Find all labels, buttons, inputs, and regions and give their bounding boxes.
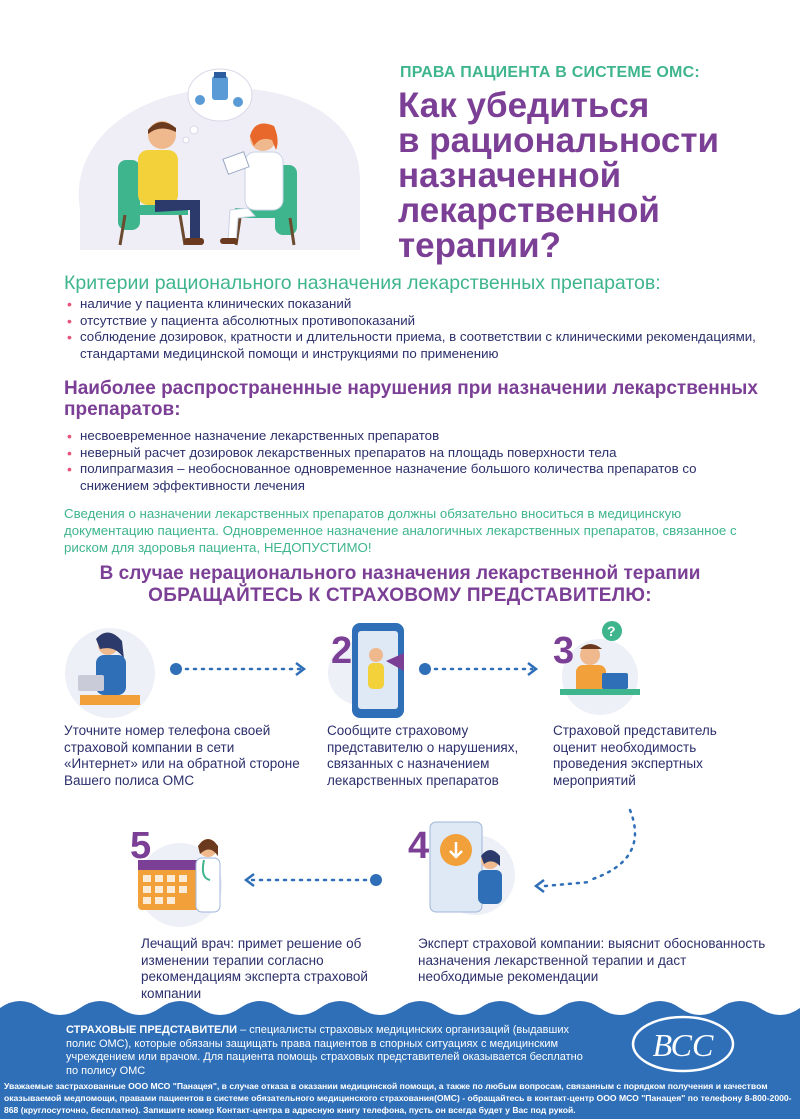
step-2-text: Сообщите страховому представителю о нарушениях, связанных с назначением лекарственных препаратов (327, 723, 519, 788)
list-item: • полипрагмазия – необоснованное одновременное назначение большого количества препаратов со снижением эффективности лечения (64, 461, 764, 494)
steps-row-2-graphics (0, 800, 800, 935)
step-number-2: 2 (331, 630, 353, 672)
logo-lettering: ВСС (652, 1027, 714, 1063)
footer-contact-notice: Уважаемые застрахованные ООО МСО "Панацея", в случае отказа в оказании медицинской помощи, а также по любым вопросам, связанным с порядком получения и качеством оказываемой медпомощи, правами пациентов в системе обязательного медицинского страхования(ОМС) - обращайтесь в контакт-центр ООО МСО "Панацея" по телефону 8-800-2000-868 (круглосуточно, бесплатно). Запишите номер Контакт-центра в адресную книгу телефона, пусть он всегда будет у Вас под рукой. (4, 1081, 792, 1115)
page-title (398, 88, 798, 263)
step-1-text: Уточните номер телефона своей страховой компании в сети «Интернет» или на обратной стороне Вашего полиса ОМС (64, 723, 300, 788)
list-item: • несвоевременное назначение лекарственных препаратов (64, 428, 764, 445)
step-number-5: 5 (130, 825, 152, 867)
doctor-consultation-illustration (60, 60, 360, 260)
list-item: • неверный расчет дозировок лекарственных препаратов на площадь поверхности тела (64, 445, 764, 462)
list-item: • отсутствие у пациента абсолютных противопоказаний (64, 313, 764, 330)
criteria-list (64, 296, 764, 362)
notice-paragraph: Сведения о назначении лекарственных препаратов должны обязательно вноситься в медицинскую документацию пациента. Одновременное назначение аналогичных лекарственных препаратов, связанное с риском для здоровья пациента, НЕДОПУСТИМО! (64, 506, 737, 555)
criteria-heading: Критерии рационального назначения лекарственных препаратов: (64, 272, 661, 294)
call-line-2: ОБРАЩАЙТЕСЬ К СТРАХОВОМУ ПРЕДСТАВИТЕЛЮ: (148, 585, 652, 606)
footer-definition (66, 1024, 586, 1078)
call-line-1: В случае нерационального назначения лекарственной терапии (99, 563, 701, 584)
title-line: в рациональности (398, 121, 720, 160)
footer-definition-text: – специалисты страховых медицинских организаций (выдавших полис ОМС), которые обязаны защищать права пациентов в спорных ситуациях с медицинским учреждением или врачом. Для пациента помощь страховых представителей оказывается бесплатно по полису ОМС (66, 1024, 583, 1077)
step-number-4: 4 (408, 825, 430, 867)
step-number-3: 3 (553, 630, 575, 672)
expert-document-icon (430, 822, 515, 915)
kicker-heading: ПРАВА ПАЦИЕНТА В СИСТЕМЕ ОМС: (400, 64, 700, 81)
svg-text:?: ? (607, 623, 616, 639)
step-5-text: Лечащий врач: примет решение об изменении терапии согласно рекомендациям эксперта страховой компании (141, 936, 368, 1001)
title-line: Как убедиться (398, 86, 650, 125)
violations-heading: Наиболее распространенные нарушения при назначении лекарственных препаратов: (64, 378, 758, 420)
list-item: • наличие у пациента клинических показаний (64, 296, 764, 313)
company-logo (628, 1012, 738, 1076)
title-line: лекарственной (398, 191, 660, 230)
steps-row-1-graphics (0, 615, 800, 725)
title-line: назначенной (398, 156, 622, 195)
woman-laptop-icon (65, 628, 155, 718)
step-3-text: Страховой представитель оценит необходимость проведения экспертных мероприятий (553, 723, 717, 788)
list-item: • соблюдение дозировок, кратности и длительности приема, в соответствии с клиническими рекомендациями, стандартами медицинской помощи и инструкциями по применению (64, 329, 764, 362)
title-line: терапии? (398, 226, 562, 265)
step-4-text: Эксперт страховой компании: выяснит обоснованность назначения лекарственной терапии и даст необходимые рекомендации (418, 936, 766, 984)
violations-list (64, 428, 764, 494)
footer-term: СТРАХОВЫЕ ПРЕДСТАВИТЕЛИ (66, 1024, 238, 1036)
call-to-action (30, 563, 770, 607)
